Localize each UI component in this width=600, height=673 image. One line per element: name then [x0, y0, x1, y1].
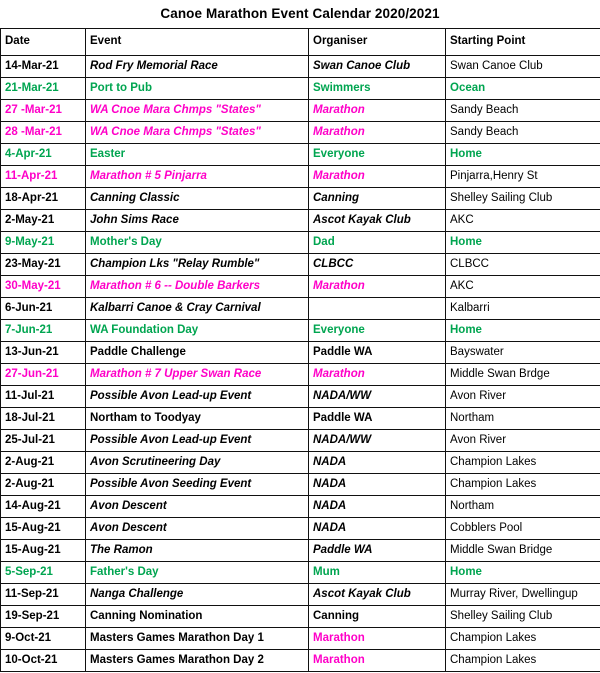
cell-date: 2-May-21	[1, 210, 86, 232]
cell-event: Avon Scrutineering Day	[86, 452, 309, 474]
cell-date: 19-Sep-21	[1, 606, 86, 628]
cell-date: 10-Oct-21	[1, 650, 86, 672]
cell-date: 11-Apr-21	[1, 166, 86, 188]
table-row	[1, 276, 600, 298]
cell-starting-point: Swan Canoe Club	[446, 56, 600, 78]
cell-starting-point: Cobblers Pool	[446, 518, 600, 540]
table-row	[1, 78, 600, 100]
cell-starting-point: Home	[446, 320, 600, 342]
page-title: Canoe Marathon Event Calendar 2020/2021	[160, 6, 440, 21]
cell-organiser	[309, 298, 446, 320]
cell-date: 28 -Mar-21	[1, 122, 86, 144]
column-header-event: Event	[86, 29, 309, 56]
cell-event: Avon Descent	[86, 496, 309, 518]
column-header-organiser: Organiser	[309, 29, 446, 56]
cell-event: Avon Descent	[86, 518, 309, 540]
cell-event: John Sims Race	[86, 210, 309, 232]
cell-event: WA Foundation Day	[86, 320, 309, 342]
cell-date: 27 -Mar-21	[1, 100, 86, 122]
cell-date: 14-Aug-21	[1, 496, 86, 518]
table-row	[1, 408, 600, 430]
cell-event: Marathon # 7 Upper Swan Race	[86, 364, 309, 386]
cell-organiser: NADA	[309, 452, 446, 474]
cell-event: Northam to Toodyay	[86, 408, 309, 430]
cell-event: Marathon # 6 -- Double Barkers	[86, 276, 309, 298]
cell-organiser: CLBCC	[309, 254, 446, 276]
table-row	[1, 342, 600, 364]
cell-starting-point: Northam	[446, 408, 600, 430]
cell-event: Kalbarri Canoe & Cray Carnival	[86, 298, 309, 320]
cell-starting-point: Sandy Beach	[446, 100, 600, 122]
cell-date: 6-Jun-21	[1, 298, 86, 320]
cell-date: 27-Jun-21	[1, 364, 86, 386]
cell-starting-point: CLBCC	[446, 254, 600, 276]
cell-date: 15-Aug-21	[1, 518, 86, 540]
table-row	[1, 320, 600, 342]
cell-event: Masters Games Marathon Day 1	[86, 628, 309, 650]
table-row	[1, 474, 600, 496]
table-row	[1, 364, 600, 386]
cell-date: 9-May-21	[1, 232, 86, 254]
cell-date: 13-Jun-21	[1, 342, 86, 364]
column-header-date: Date	[1, 29, 86, 56]
cell-date: 2-Aug-21	[1, 474, 86, 496]
cell-starting-point: AKC	[446, 210, 600, 232]
cell-starting-point: Bayswater	[446, 342, 600, 364]
cell-organiser: Everyone	[309, 144, 446, 166]
cell-starting-point: Champion Lakes	[446, 452, 600, 474]
table-row	[1, 452, 600, 474]
table-header	[1, 29, 600, 56]
cell-event: Possible Avon Lead-up Event	[86, 386, 309, 408]
cell-starting-point: Northam	[446, 496, 600, 518]
cell-event: Possible Avon Lead-up Event	[86, 430, 309, 452]
cell-starting-point: Ocean	[446, 78, 600, 100]
table-row	[1, 100, 600, 122]
cell-event: Possible Avon Seeding Event	[86, 474, 309, 496]
cell-date: 15-Aug-21	[1, 540, 86, 562]
table-row	[1, 232, 600, 254]
cell-event: Marathon # 5 Pinjarra	[86, 166, 309, 188]
cell-starting-point: Middle Swan Brdge	[446, 364, 600, 386]
cell-organiser: Marathon	[309, 364, 446, 386]
cell-organiser: Paddle WA	[309, 342, 446, 364]
table-row	[1, 254, 600, 276]
cell-date: 4-Apr-21	[1, 144, 86, 166]
cell-organiser: Canning	[309, 188, 446, 210]
cell-event: Father's Day	[86, 562, 309, 584]
table-row	[1, 496, 600, 518]
cell-starting-point: Champion Lakes	[446, 628, 600, 650]
cell-organiser: NADA	[309, 474, 446, 496]
cell-starting-point: Sandy Beach	[446, 122, 600, 144]
cell-organiser: Marathon	[309, 122, 446, 144]
table-row	[1, 562, 600, 584]
table-row	[1, 56, 600, 78]
cell-date: 30-May-21	[1, 276, 86, 298]
cell-event: Masters Games Marathon Day 2	[86, 650, 309, 672]
cell-event: The Ramon	[86, 540, 309, 562]
cell-starting-point: Champion Lakes	[446, 650, 600, 672]
cell-event: Canning Classic	[86, 188, 309, 210]
table-row	[1, 210, 600, 232]
cell-starting-point: Home	[446, 144, 600, 166]
cell-event: Port to Pub	[86, 78, 309, 100]
cell-event: Canning Nomination	[86, 606, 309, 628]
cell-date: 18-Jul-21	[1, 408, 86, 430]
table-row	[1, 584, 600, 606]
table-row	[1, 650, 600, 672]
cell-organiser: Marathon	[309, 276, 446, 298]
table-row	[1, 166, 600, 188]
cell-organiser: Swan Canoe Club	[309, 56, 446, 78]
cell-starting-point: Shelley Sailing Club	[446, 188, 600, 210]
cell-starting-point: Avon River	[446, 430, 600, 452]
cell-event: Nanga Challenge	[86, 584, 309, 606]
cell-organiser: Dad	[309, 232, 446, 254]
cell-organiser: Marathon	[309, 166, 446, 188]
cell-organiser: Ascot Kayak Club	[309, 584, 446, 606]
table-row	[1, 122, 600, 144]
table-row	[1, 144, 600, 166]
cell-organiser: NADA/WW	[309, 386, 446, 408]
cell-organiser: NADA/WW	[309, 430, 446, 452]
cell-organiser: Canning	[309, 606, 446, 628]
header-row	[1, 29, 600, 56]
table-row	[1, 518, 600, 540]
cell-organiser: Mum	[309, 562, 446, 584]
cell-organiser: Everyone	[309, 320, 446, 342]
cell-starting-point: Home	[446, 232, 600, 254]
cell-date: 11-Sep-21	[1, 584, 86, 606]
cell-organiser: Paddle WA	[309, 540, 446, 562]
cell-event: Easter	[86, 144, 309, 166]
cell-date: 11-Jul-21	[1, 386, 86, 408]
cell-starting-point: Murray River, Dwellingup	[446, 584, 600, 606]
table-row	[1, 298, 600, 320]
cell-event: Rod Fry Memorial Race	[86, 56, 309, 78]
table-row	[1, 386, 600, 408]
cell-starting-point: Pinjarra,Henry St	[446, 166, 600, 188]
cell-organiser: Swimmers	[309, 78, 446, 100]
cell-organiser: Marathon	[309, 628, 446, 650]
event-calendar-table	[0, 28, 600, 672]
cell-organiser: Marathon	[309, 650, 446, 672]
cell-starting-point: AKC	[446, 276, 600, 298]
cell-starting-point: Middle Swan Bridge	[446, 540, 600, 562]
cell-organiser: NADA	[309, 496, 446, 518]
table-row	[1, 430, 600, 452]
cell-date: 21-Mar-21	[1, 78, 86, 100]
cell-organiser: Ascot Kayak Club	[309, 210, 446, 232]
cell-organiser: Marathon	[309, 100, 446, 122]
cell-event: WA Cnoe Mara Chmps "States"	[86, 122, 309, 144]
cell-date: 5-Sep-21	[1, 562, 86, 584]
column-header-starting-point: Starting Point	[446, 29, 600, 56]
cell-starting-point: Shelley Sailing Club	[446, 606, 600, 628]
cell-date: 9-Oct-21	[1, 628, 86, 650]
cell-organiser: Paddle WA	[309, 408, 446, 430]
cell-date: 14-Mar-21	[1, 56, 86, 78]
cell-event: Champion Lks "Relay Rumble"	[86, 254, 309, 276]
cell-date: 23-May-21	[1, 254, 86, 276]
table-row	[1, 540, 600, 562]
table-row	[1, 606, 600, 628]
cell-date: 7-Jun-21	[1, 320, 86, 342]
cell-date: 18-Apr-21	[1, 188, 86, 210]
cell-starting-point: Champion Lakes	[446, 474, 600, 496]
cell-event: Mother's Day	[86, 232, 309, 254]
table-row	[1, 628, 600, 650]
cell-starting-point: Home	[446, 562, 600, 584]
table-row	[1, 188, 600, 210]
cell-organiser: NADA	[309, 518, 446, 540]
cell-event: Paddle Challenge	[86, 342, 309, 364]
cell-date: 25-Jul-21	[1, 430, 86, 452]
cell-event: WA Cnoe Mara Chmps "States"	[86, 100, 309, 122]
cell-starting-point: Kalbarri	[446, 298, 600, 320]
table-body	[1, 56, 600, 672]
cell-date: 2-Aug-21	[1, 452, 86, 474]
cell-starting-point: Avon River	[446, 386, 600, 408]
